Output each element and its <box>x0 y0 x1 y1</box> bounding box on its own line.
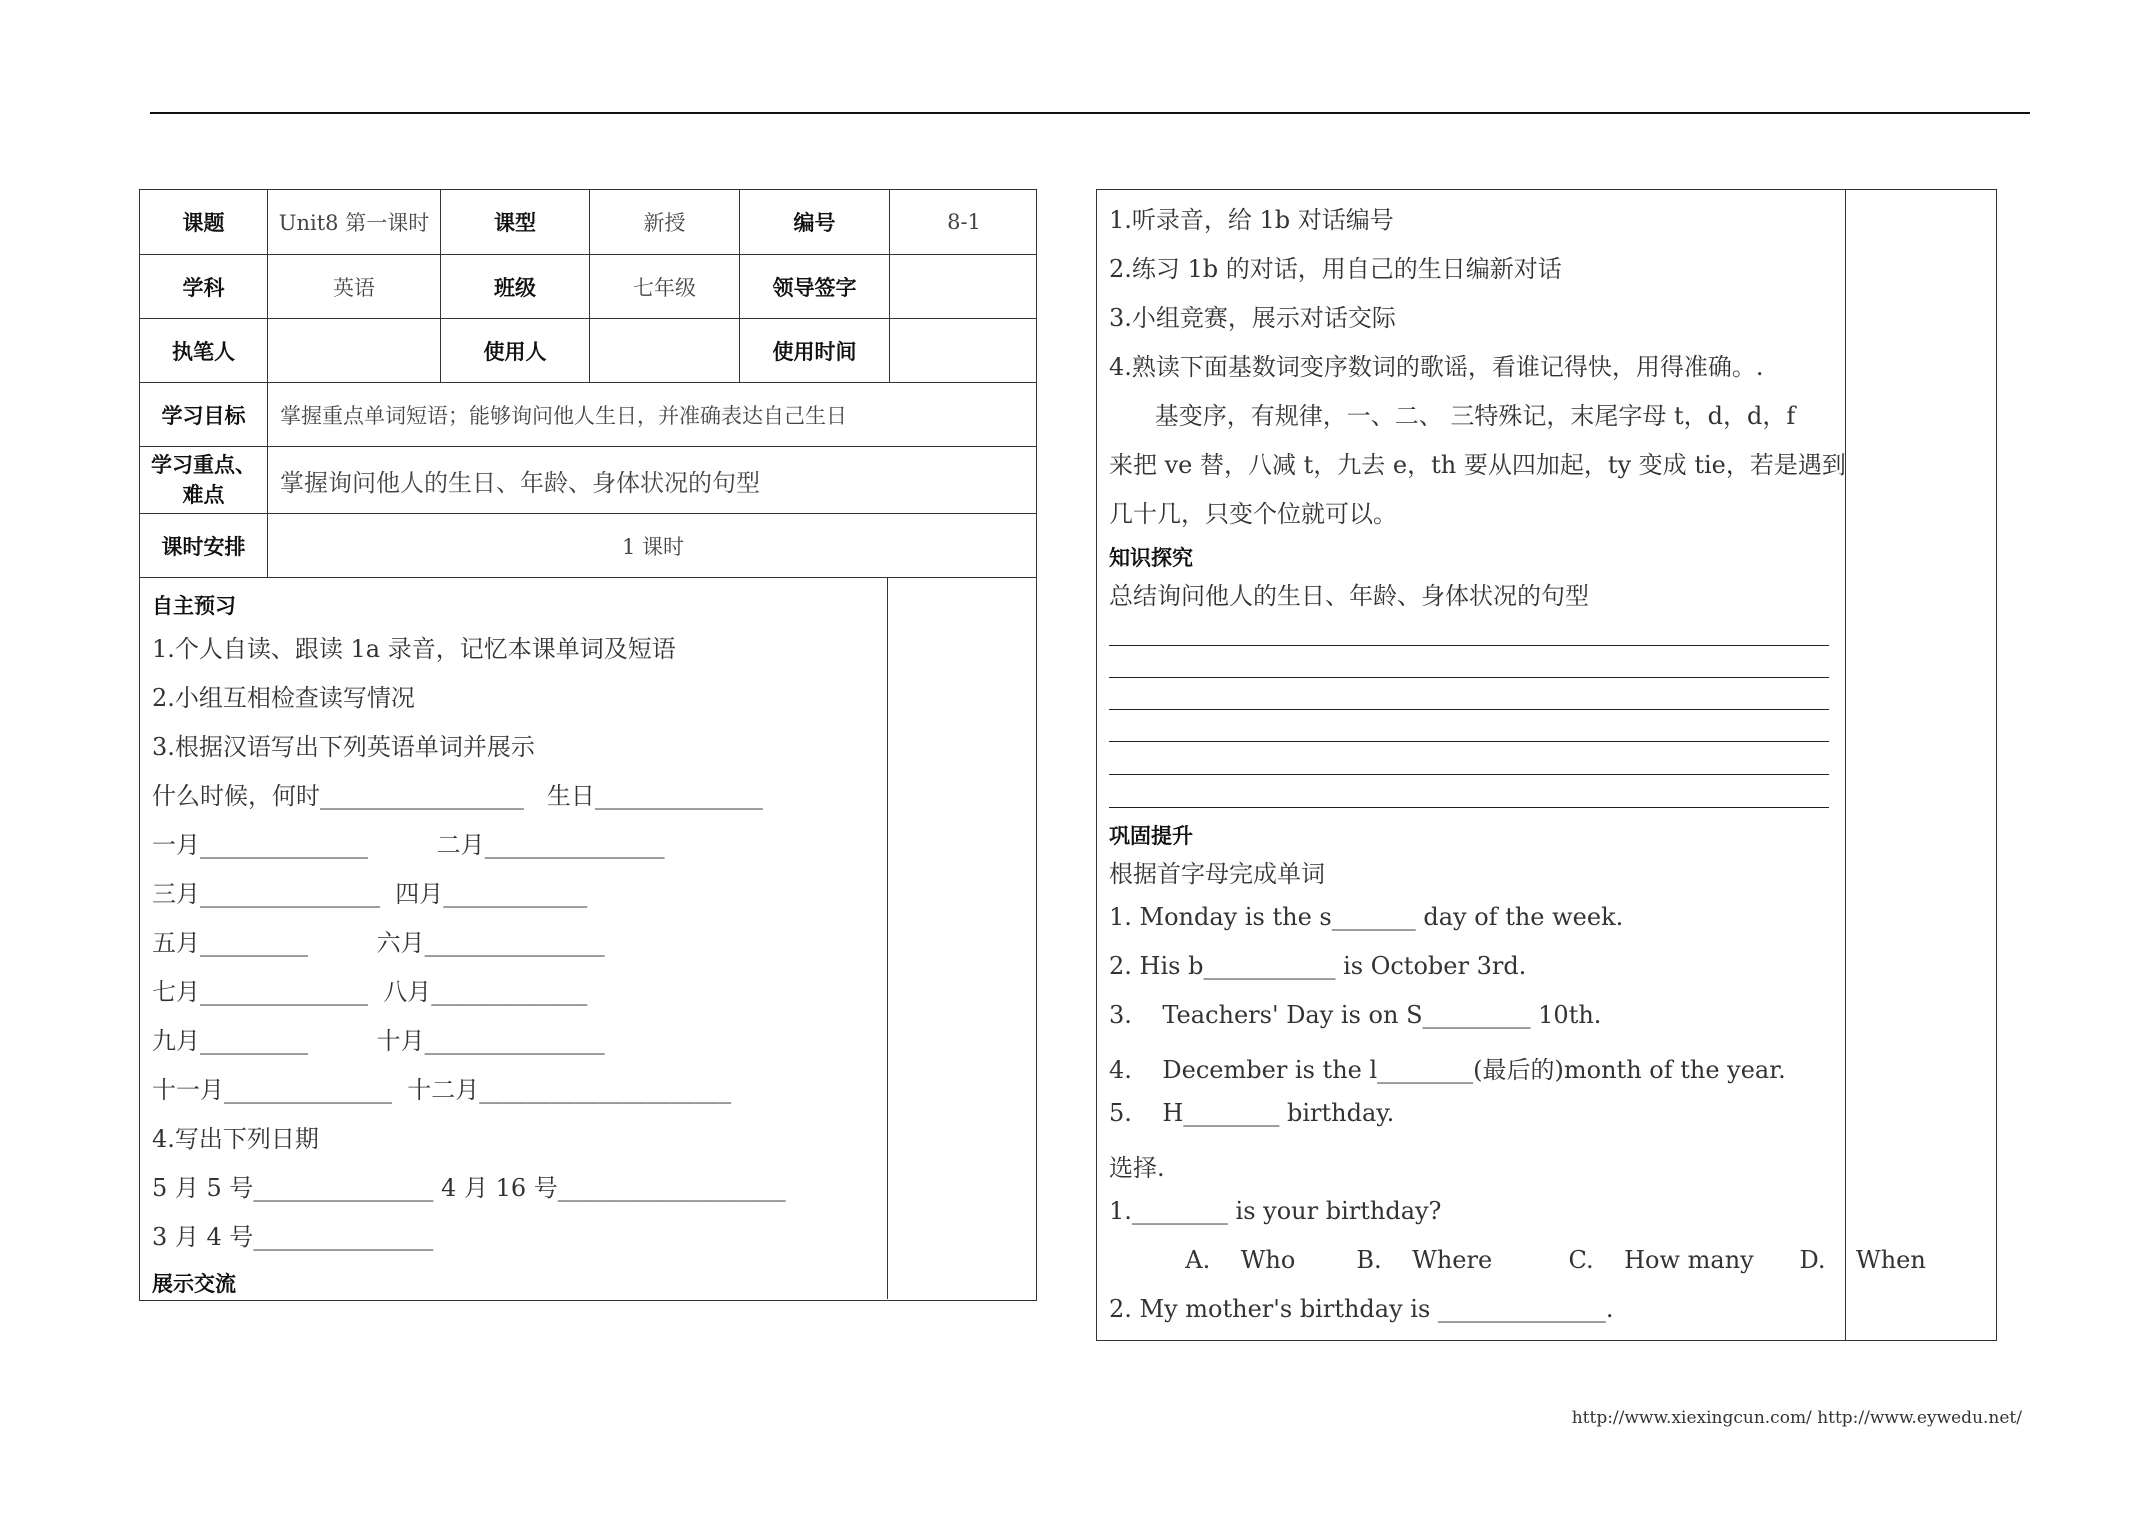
key-label-line1: 学习重点、 <box>151 453 256 477</box>
preview-line: 七月______________ 八月_____________ <box>152 978 588 1006</box>
preview-title: 自主预习 <box>152 594 236 618</box>
top-rule <box>150 112 2030 114</box>
preview-line: 九月_________ 十月_______________ <box>152 1027 605 1055</box>
period-label: 课时安排 <box>140 514 268 577</box>
value-cell <box>590 319 740 382</box>
preview-line: 五月_________ 六月_______________ <box>152 929 605 957</box>
task-line: 2.练习 1b 的对话，用自己的生日编新对话 <box>1109 255 1562 283</box>
preview-line: 2.小组互相检查读写情况 <box>152 684 415 712</box>
signature-cell <box>890 255 1038 318</box>
preview-line: 1.个人自读、跟读 1a 录音，记忆本课单词及短语 <box>152 635 676 663</box>
answer-blank-line <box>1109 645 1829 646</box>
header-row-2 <box>140 255 1036 319</box>
preview-line: 什么时候，何时_________________ 生日______________ <box>152 782 763 810</box>
answer-blank-line <box>1109 709 1829 710</box>
label-cell: 课题 <box>140 190 268 254</box>
value-cell <box>890 319 1038 382</box>
goal-row <box>140 383 1036 447</box>
value-cell <box>268 319 441 382</box>
label-cell: 执笔人 <box>140 319 268 382</box>
period-text: 1 课时 <box>621 534 685 559</box>
label-cell: 使用人 <box>441 319 590 382</box>
exercise-line: 2. His b___________ is October 3rd. <box>1109 952 1527 980</box>
preview-line: 5 月 5 号_______________ 4 月 16 号___________________ <box>152 1174 786 1202</box>
share-title: 展示交流 <box>152 1272 236 1296</box>
explore-text: 总结询问他人的生日、年龄、身体状况的句型 <box>1109 582 1589 610</box>
exercise-line: 1.________ is your birthday? <box>1109 1197 1442 1225</box>
header-row-3 <box>140 319 1036 383</box>
exercise-main-column <box>1097 190 1926 1340</box>
key-points-row <box>140 447 1036 514</box>
key-label-line2: 难点 <box>182 483 225 507</box>
label-cell: 课型 <box>441 190 590 254</box>
answer-blank-line <box>1109 677 1829 678</box>
period-row <box>140 514 1036 578</box>
key-points-text: 掌握询问他人的生日、年龄、身体状况的句型 <box>280 468 760 497</box>
value-cell: 七年级 <box>590 255 740 318</box>
explore-title: 知识探究 <box>1109 546 1193 570</box>
label-cell: 领导签字 <box>740 255 890 318</box>
preview-section <box>140 578 1036 1299</box>
exercise-line: 选择. <box>1109 1154 1165 1182</box>
goal-text: 掌握重点单词短语；能够询问他人生日，并准确表达自己生日 <box>280 403 847 428</box>
preview-main-column <box>140 578 888 1299</box>
rhyme-line: 来把 ve 替，八减 t，九去 e，th 要从四加起，ty 变成 tie，若是遇到 <box>1109 451 1846 479</box>
exercise-line: 1. Monday is the s_______ day of the week. <box>1109 903 1624 931</box>
label-cell: 学科 <box>140 255 268 318</box>
value-cell: Unit8 第一课时 <box>268 190 441 254</box>
preview-line: 3 月 4 号_______________ <box>152 1223 434 1251</box>
lesson-info-table <box>139 189 1037 1301</box>
preview-line: 3.根据汉语写出下列英语单词并展示 <box>152 733 535 761</box>
value-cell: 8-1 <box>947 210 981 234</box>
goal-label: 学习目标 <box>140 383 268 446</box>
label-cell: 编号 <box>740 190 890 254</box>
task-line: 1.听录音，给 1b 对话编号 <box>1109 206 1394 234</box>
preview-line: 4.写出下列日期 <box>152 1125 319 1153</box>
task-line: 4.熟读下面基数词变序数词的歌谣，看谁记得快，用得准确。. <box>1109 353 1764 381</box>
label-cell: 班级 <box>441 255 590 318</box>
exercise-table <box>1096 189 1997 1341</box>
exercise-line: 3. Teachers' Day is on S_________ 10th. <box>1109 1001 1602 1029</box>
exercise-line: 根据首字母完成单词 <box>1109 860 1325 888</box>
choice-options: A. Who B. Where C. How many D. When <box>1109 1246 1926 1274</box>
exercise-line: 5. H________ birthday. <box>1109 1099 1395 1127</box>
label-cell: 使用时间 <box>740 319 890 382</box>
preview-line: 三月_______________ 四月____________ <box>152 880 588 908</box>
exercise-line: 4. December is the l________(最后的)month of the year. <box>1109 1056 1786 1084</box>
consolidate-title: 巩固提升 <box>1109 824 1193 848</box>
preview-line: 十一月______________ 十二月_____________________ <box>152 1076 732 1104</box>
header-row-1 <box>140 190 1036 255</box>
answer-blank-line <box>1109 774 1829 775</box>
preview-line: 一月______________ 二月_______________ <box>152 831 665 859</box>
exercise-line: 2. My mother's birthday is ______________. <box>1109 1295 1614 1323</box>
footer-urls: http://www.xiexingcun.com/ http://www.eywedu.net/ <box>1571 1408 2022 1428</box>
answer-blank-line <box>1109 741 1829 742</box>
value-cell: 英语 <box>268 255 441 318</box>
task-line: 3.小组竞赛，展示对话交际 <box>1109 304 1396 332</box>
value-cell: 新授 <box>590 190 740 254</box>
answer-blank-line <box>1109 807 1829 808</box>
rhyme-line: 几十几，只变个位就可以。 <box>1109 500 1397 528</box>
key-points-label <box>140 447 268 513</box>
rhyme-line: 基变序，有规律，一、二、 三特殊记，末尾字母 t，d，d，f <box>1109 402 1796 430</box>
